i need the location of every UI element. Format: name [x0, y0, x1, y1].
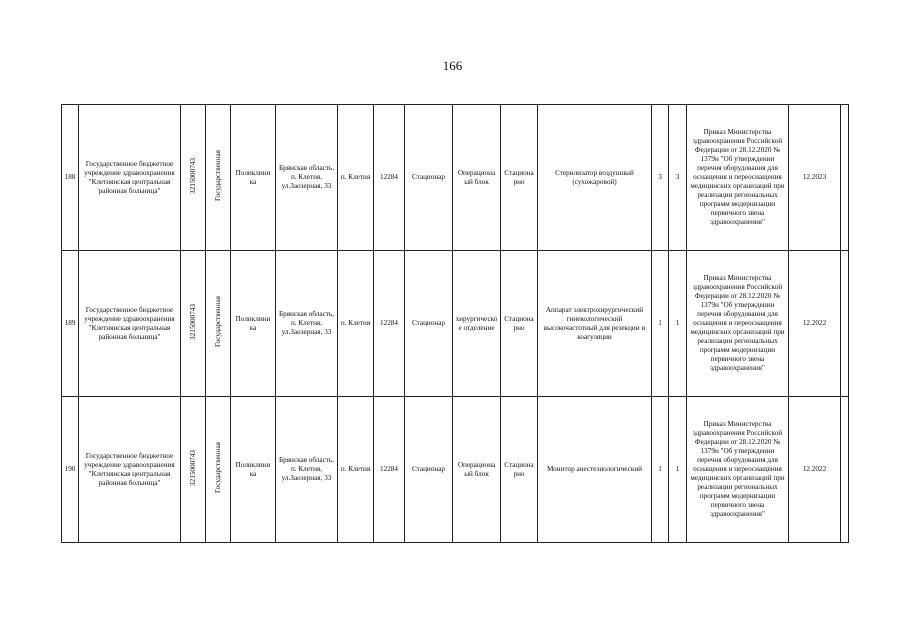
locality-cell: п. Клетня — [338, 105, 374, 251]
inn-text: 3215000743 — [188, 158, 197, 194]
equipment-cell: Монитор анестезиологический — [538, 397, 652, 543]
conditions-cell: Стациона рно — [501, 105, 538, 251]
locality-cell: п. Клетня — [338, 397, 374, 543]
table-row — [62, 105, 849, 251]
table-row — [62, 251, 849, 397]
quantity-b-cell: 3 — [669, 105, 687, 251]
row-number: 190 — [62, 397, 79, 543]
ownership-text: Государственная — [213, 150, 222, 202]
inn-cell — [181, 251, 206, 397]
ownership-cell — [206, 397, 231, 543]
ownership-text: Государственная — [213, 442, 222, 494]
equipment-table — [61, 104, 849, 543]
oktmo-cell: 12284 — [374, 251, 405, 397]
empty-cell — [841, 251, 849, 397]
quantity-a-cell: 1 — [652, 251, 669, 397]
empty-cell — [841, 397, 849, 543]
ownership-cell — [206, 251, 231, 397]
inn-cell — [181, 105, 206, 251]
equipment-cell: Аппарат электрохирургический гинекологический высокочастотный для резекции и коагуляции — [538, 251, 652, 397]
conditions-cell: Стациона рно — [501, 397, 538, 543]
address-cell: Брянская область, п. Клетня, ул.Заозерная, 33 — [276, 105, 338, 251]
address-cell: Брянская область, п. Клетня, ул.Заозерная, 33 — [276, 397, 338, 543]
date-cell: 12.2022 — [789, 251, 841, 397]
quantity-b-cell: 1 — [669, 251, 687, 397]
quantity-a-cell: 1 — [652, 397, 669, 543]
institution-cell: Государственное бюджетное учреждение здравоохранения "Клетнянская центральная районная больница" — [79, 251, 181, 397]
division-cell: Поликлини ка — [231, 251, 276, 397]
care-type-cell: Стационар — [405, 397, 453, 543]
ownership-text: Государственная — [213, 296, 222, 348]
basis-cell: Приказ Министерства здравоохранения Российской Федерации от 28.12.2020 № 1379н "Об утверждении перечня оборудования для оснащения и переоснащения медицинских организаций при реализации региональных программ модернизации первичного звена здравоохранения" — [687, 251, 789, 397]
unit-cell: Операциона ый блок — [453, 105, 501, 251]
page-number: 166 — [442, 58, 463, 73]
quantity-b-cell: 1 — [669, 397, 687, 543]
care-type-cell: Стационар — [405, 105, 453, 251]
equipment-cell: Стерилизатор воздушный (сухожаровой) — [538, 105, 652, 251]
oktmo-cell: 12284 — [374, 105, 405, 251]
locality-cell: п. Клетня — [338, 251, 374, 397]
unit-cell: Операциона ый блок — [453, 397, 501, 543]
division-cell: Поликлини ка — [231, 105, 276, 251]
date-cell: 12.2022 — [789, 397, 841, 543]
conditions-cell: Стациона рно — [501, 251, 538, 397]
inn-text: 3215000743 — [188, 304, 197, 340]
care-type-cell: Стационар — [405, 251, 453, 397]
unit-cell: хирургическо е отделение — [453, 251, 501, 397]
date-cell: 12.2023 — [789, 105, 841, 251]
table-row — [62, 397, 849, 543]
institution-cell: Государственное бюджетное учреждение здравоохранения "Клетнянская центральная районная больница" — [79, 105, 181, 251]
row-number: 188 — [62, 105, 79, 251]
empty-cell — [841, 105, 849, 251]
quantity-a-cell: 3 — [652, 105, 669, 251]
address-cell: Брянская область, п. Клетня, ул.Заозерная, 33 — [276, 251, 338, 397]
division-cell: Поликлини ка — [231, 397, 276, 543]
institution-cell: Государственное бюджетное учреждение здравоохранения "Клетнянская центральная районная больница" — [79, 397, 181, 543]
basis-cell: Приказ Министерства здравоохранения Российской Федерации от 28.12.2020 № 1379н "Об утверждении перечня оборудования для оснащения и переоснащения медицинских организаций при реализации региональных программ модернизации первичного звена здравоохранения" — [687, 105, 789, 251]
ownership-cell — [206, 105, 231, 251]
inn-text: 3215000743 — [188, 450, 197, 486]
inn-cell — [181, 397, 206, 543]
row-number: 189 — [62, 251, 79, 397]
oktmo-cell: 12284 — [374, 397, 405, 543]
basis-cell: Приказ Министерства здравоохранения Российской Федерации от 28.12.2020 № 1379н "Об утверждении перечня оборудования для оснащения и переоснащения медицинских организаций при реализации региональных программ модернизации первичного звена здравоохранения" — [687, 397, 789, 543]
